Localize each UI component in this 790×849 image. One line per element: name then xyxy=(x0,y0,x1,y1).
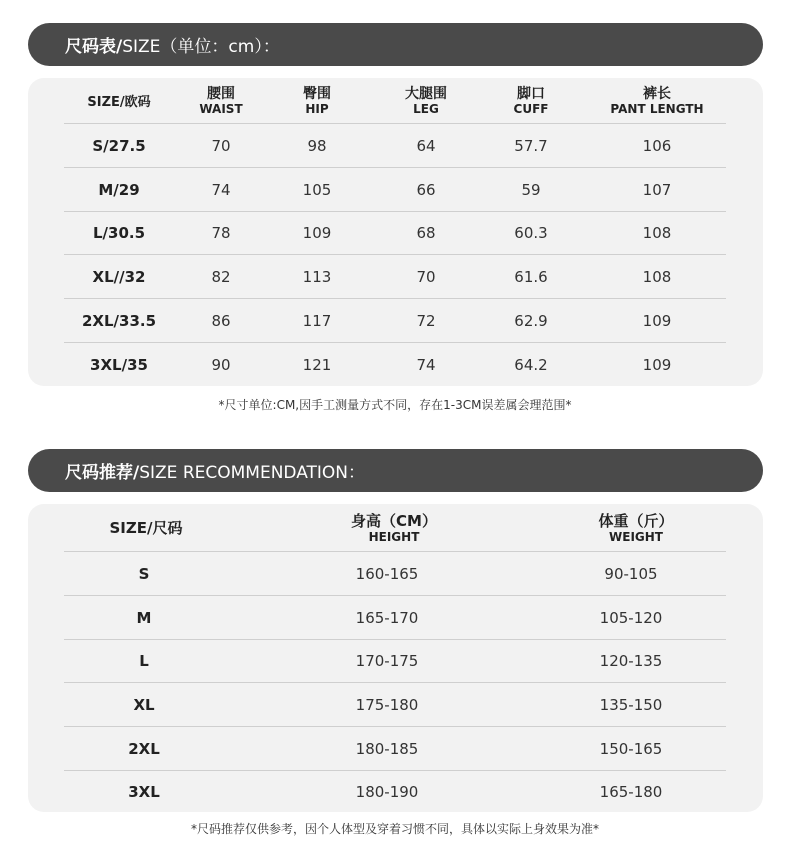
size-chart-note: *尺寸单位:CM,因手工测量方式不同，存在1-3CM误差属会理范围* xyxy=(218,398,572,412)
table-row: S 160-165 90-105 xyxy=(64,552,726,596)
size-recommendation-header xyxy=(28,449,763,492)
size-chart-title-bold: 尺码表/ xyxy=(65,37,123,57)
table-row: S/27.5 70 98 64 57.7 106 xyxy=(64,124,726,168)
table-row: M/29 74 105 66 59 107 xyxy=(64,168,726,212)
size-chart-col-size: SIZE/欧码 xyxy=(87,95,151,110)
size-chart-col-pant-length: 裤长 PANT LENGTH xyxy=(610,85,704,116)
table-row: XL//32 82 113 70 61.6 108 xyxy=(64,255,726,299)
table-row: XL 175-180 135-150 xyxy=(64,683,726,727)
table-row: 3XL 180-190 165-180 xyxy=(128,782,663,801)
size-chart-col-hip: 臀围 HIP xyxy=(303,85,331,116)
size-recommendation-note: *尺码推荐仅供参考，因个人体型及穿着习惯不同，具体以实际上身效果为准* xyxy=(190,822,599,836)
size-chart-header xyxy=(28,23,763,66)
size-recommendation-title-rest: SIZE RECOMMENDATION： xyxy=(139,463,366,483)
table-row: L 170-175 120-135 xyxy=(64,640,726,683)
size-recommendation-title-bold: 尺码推荐/ xyxy=(65,463,140,483)
size-chart-col-cuff: 脚口 CUFF xyxy=(513,85,549,116)
table-row: 2XL/33.5 86 117 72 62.9 109 xyxy=(64,299,726,343)
table-row: M 165-170 105-120 xyxy=(64,596,726,640)
size-recommendation-col-size: SIZE/尺码 xyxy=(109,519,183,537)
table-row: L/30.5 78 109 68 60.3 108 xyxy=(64,212,726,255)
size-chart-title-rest: SIZE（单位：cm）： xyxy=(122,37,280,57)
size-recommendation-col-height: 身高（CM） HEIGHT xyxy=(351,511,437,544)
size-chart-col-leg: 大腿围 LEG xyxy=(405,85,447,116)
size-chart-col-waist: 腰围 WAIST xyxy=(199,85,243,116)
size-recommendation-header-row xyxy=(64,504,726,552)
table-row: 3XL/35 90 121 74 64.2 109 xyxy=(90,355,672,374)
size-recommendation-col-weight: 体重（斤） WEIGHT xyxy=(598,511,674,544)
size-chart-header-row xyxy=(64,78,726,124)
table-row: 2XL 180-185 150-165 xyxy=(64,727,726,771)
